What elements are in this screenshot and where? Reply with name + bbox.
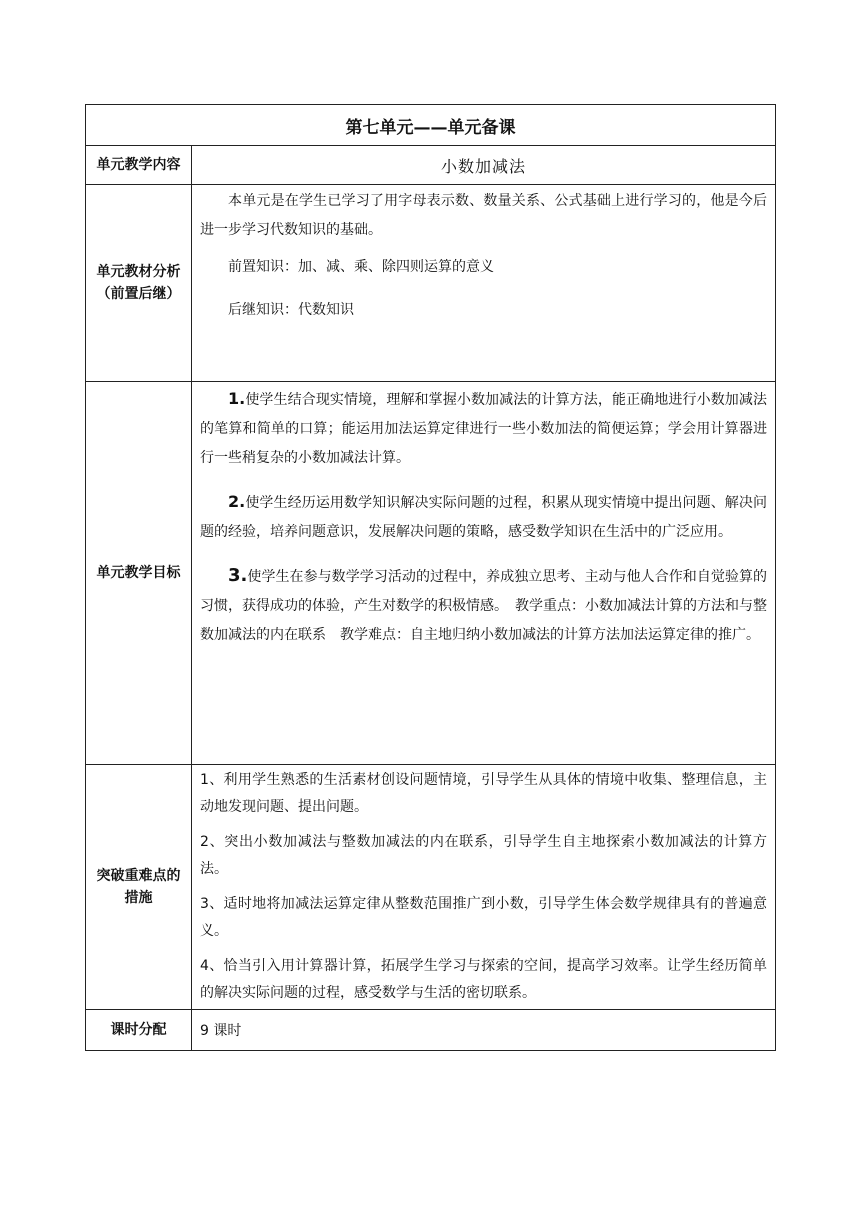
goals-cell <box>192 382 776 765</box>
goals-row <box>86 382 776 765</box>
goal-text: 使学生经历运用数学知识解决实际问题的过程，积累从现实情境中提出问题、解决问题的经验，培养问题意识，发展解决问题的策略，感受数学知识在生活中的广泛应用。 <box>200 495 767 540</box>
measures-label: 突破重难点的措施 <box>86 765 192 1010</box>
lesson-plan-table <box>85 104 776 1051</box>
analysis-row <box>86 185 776 382</box>
hours-label: 课时分配 <box>86 1010 192 1051</box>
measures-cell <box>192 765 776 1010</box>
hours-row <box>86 1010 776 1051</box>
measure-item: 1、利用学生熟悉的生活素材创设问题情境，引导学生从具体的情境中收集、整理信息，主动地发现问题、提出问题。 <box>200 772 767 815</box>
measure-item: 2、突出小数加减法与整数加减法的内在联系，引导学生自主地探索小数加减法的计算方法。 <box>200 834 767 877</box>
table-title: 第七单元——单元备课 <box>86 105 776 146</box>
goal-number: 1. <box>228 389 246 408</box>
analysis-cell <box>192 185 776 382</box>
goals-label: 单元教学目标 <box>86 382 192 765</box>
analysis-follow: 后继知识：代数知识 <box>228 302 354 318</box>
measure-item: 3、适时地将加减法运算定律从整数范围推广到小数，引导学生体会数学规律具有的普遍意义。 <box>200 896 767 939</box>
goal-number: 3. <box>228 565 248 586</box>
goal-number: 2. <box>228 492 246 511</box>
measure-item: 4、恰当引入用计算器计算，拓展学生学习与探索的空间，提高学习效率。让学生经历简单的解决实际问题的过程，感受数学与生活的密切联系。 <box>200 958 767 1001</box>
analysis-label: 单元教材分析（前置后继） <box>86 185 192 382</box>
content-row <box>86 146 776 185</box>
analysis-prior: 前置知识：加、减、乘、除四则运算的意义 <box>228 259 494 275</box>
hours-value: 9 课时 <box>192 1010 776 1051</box>
goal-item <box>200 487 767 547</box>
goal-text: 使学生结合现实情境，理解和掌握小数加减法的计算方法，能正确地进行小数加减法的笔算和简单的口算；能运用加法运算定律进行一些小数加法的简便运算；学会用计算器进行一些稍复杂的小数加减法计算。 <box>200 392 767 466</box>
title-row <box>86 105 776 146</box>
content-value: 小数加减法 <box>192 146 776 185</box>
goal-item <box>200 384 767 473</box>
goal-item <box>200 561 767 650</box>
lesson-plan-sheet <box>85 104 775 1051</box>
goal-text: 使学生在参与数学学习活动的过程中，养成独立思考、主动与他人合作和自觉验算的习惯，获得成功的体验，产生对数学的积极情感。 教学重点：小数加减法计算的方法和与整数加减法的内在联系 教学难点：自主地归纳小数加减法的计算方法加法运算定律的推广。 <box>200 569 767 643</box>
content-label: 单元教学内容 <box>86 146 192 185</box>
analysis-intro: 本单元是在学生已学习了用字母表示数、数量关系、公式基础上进行学习的，他是今后进一步学习代数知识的基础。 <box>200 193 767 238</box>
measures-row <box>86 765 776 1010</box>
